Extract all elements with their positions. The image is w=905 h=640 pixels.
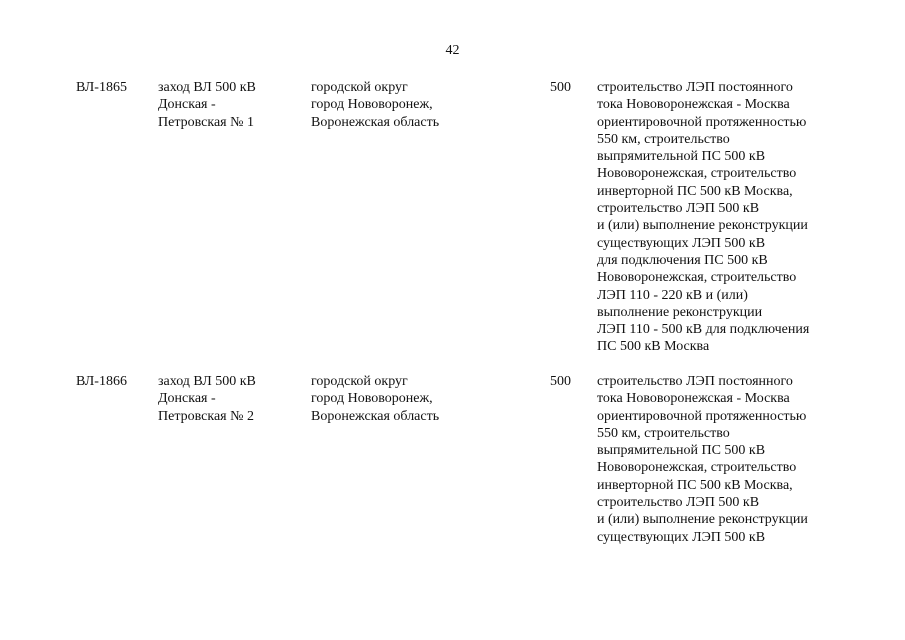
object-description: строительство ЛЭП постоянного тока Нововоронежская - Москва ориентировочной протяженностью 550 км, строительство выпрямительной ПС 500 кВ Нововоронежская, строительство инверторной ПС 500 кВ Москва, строительство ЛЭП 500 кВ и (или) выполнение реконструкции существующих ЛЭП 500 кВ bbox=[597, 374, 808, 545]
object-name: заход ВЛ 500 кВ Донская - Петровская № 2 bbox=[158, 374, 256, 424]
object-location: городской округ город Нововоронеж, Воронежская область bbox=[311, 80, 440, 130]
object-description: строительство ЛЭП постоянного тока Нововоронежская - Москва ориентировочной протяженностью 550 км, строительство выпрямительной ПС 500 кВ Нововоронежская, строительство инверторной ПС 500 кВ Москва, строительство ЛЭП 500 кВ и (или) выполнение реконструкции существующих ЛЭП 500 кВ для подключения ПС 500 кВ Нововоронежская, строительство ЛЭП 110 - 220 кВ и (или) выполнение реконструкции ЛЭП 110 - 500 кВ для подключения ПС 500 кВ Москва bbox=[597, 80, 810, 355]
object-location: городской округ город Нововоронеж, Воронежская область bbox=[311, 374, 440, 424]
object-code: ВЛ-1866 bbox=[76, 374, 127, 389]
page-number: 42 bbox=[445, 43, 460, 58]
object-voltage: 500 bbox=[550, 374, 571, 389]
object-name: заход ВЛ 500 кВ Донская - Петровская № 1 bbox=[158, 80, 256, 130]
object-voltage: 500 bbox=[550, 80, 571, 95]
object-code: ВЛ-1865 bbox=[76, 80, 127, 95]
